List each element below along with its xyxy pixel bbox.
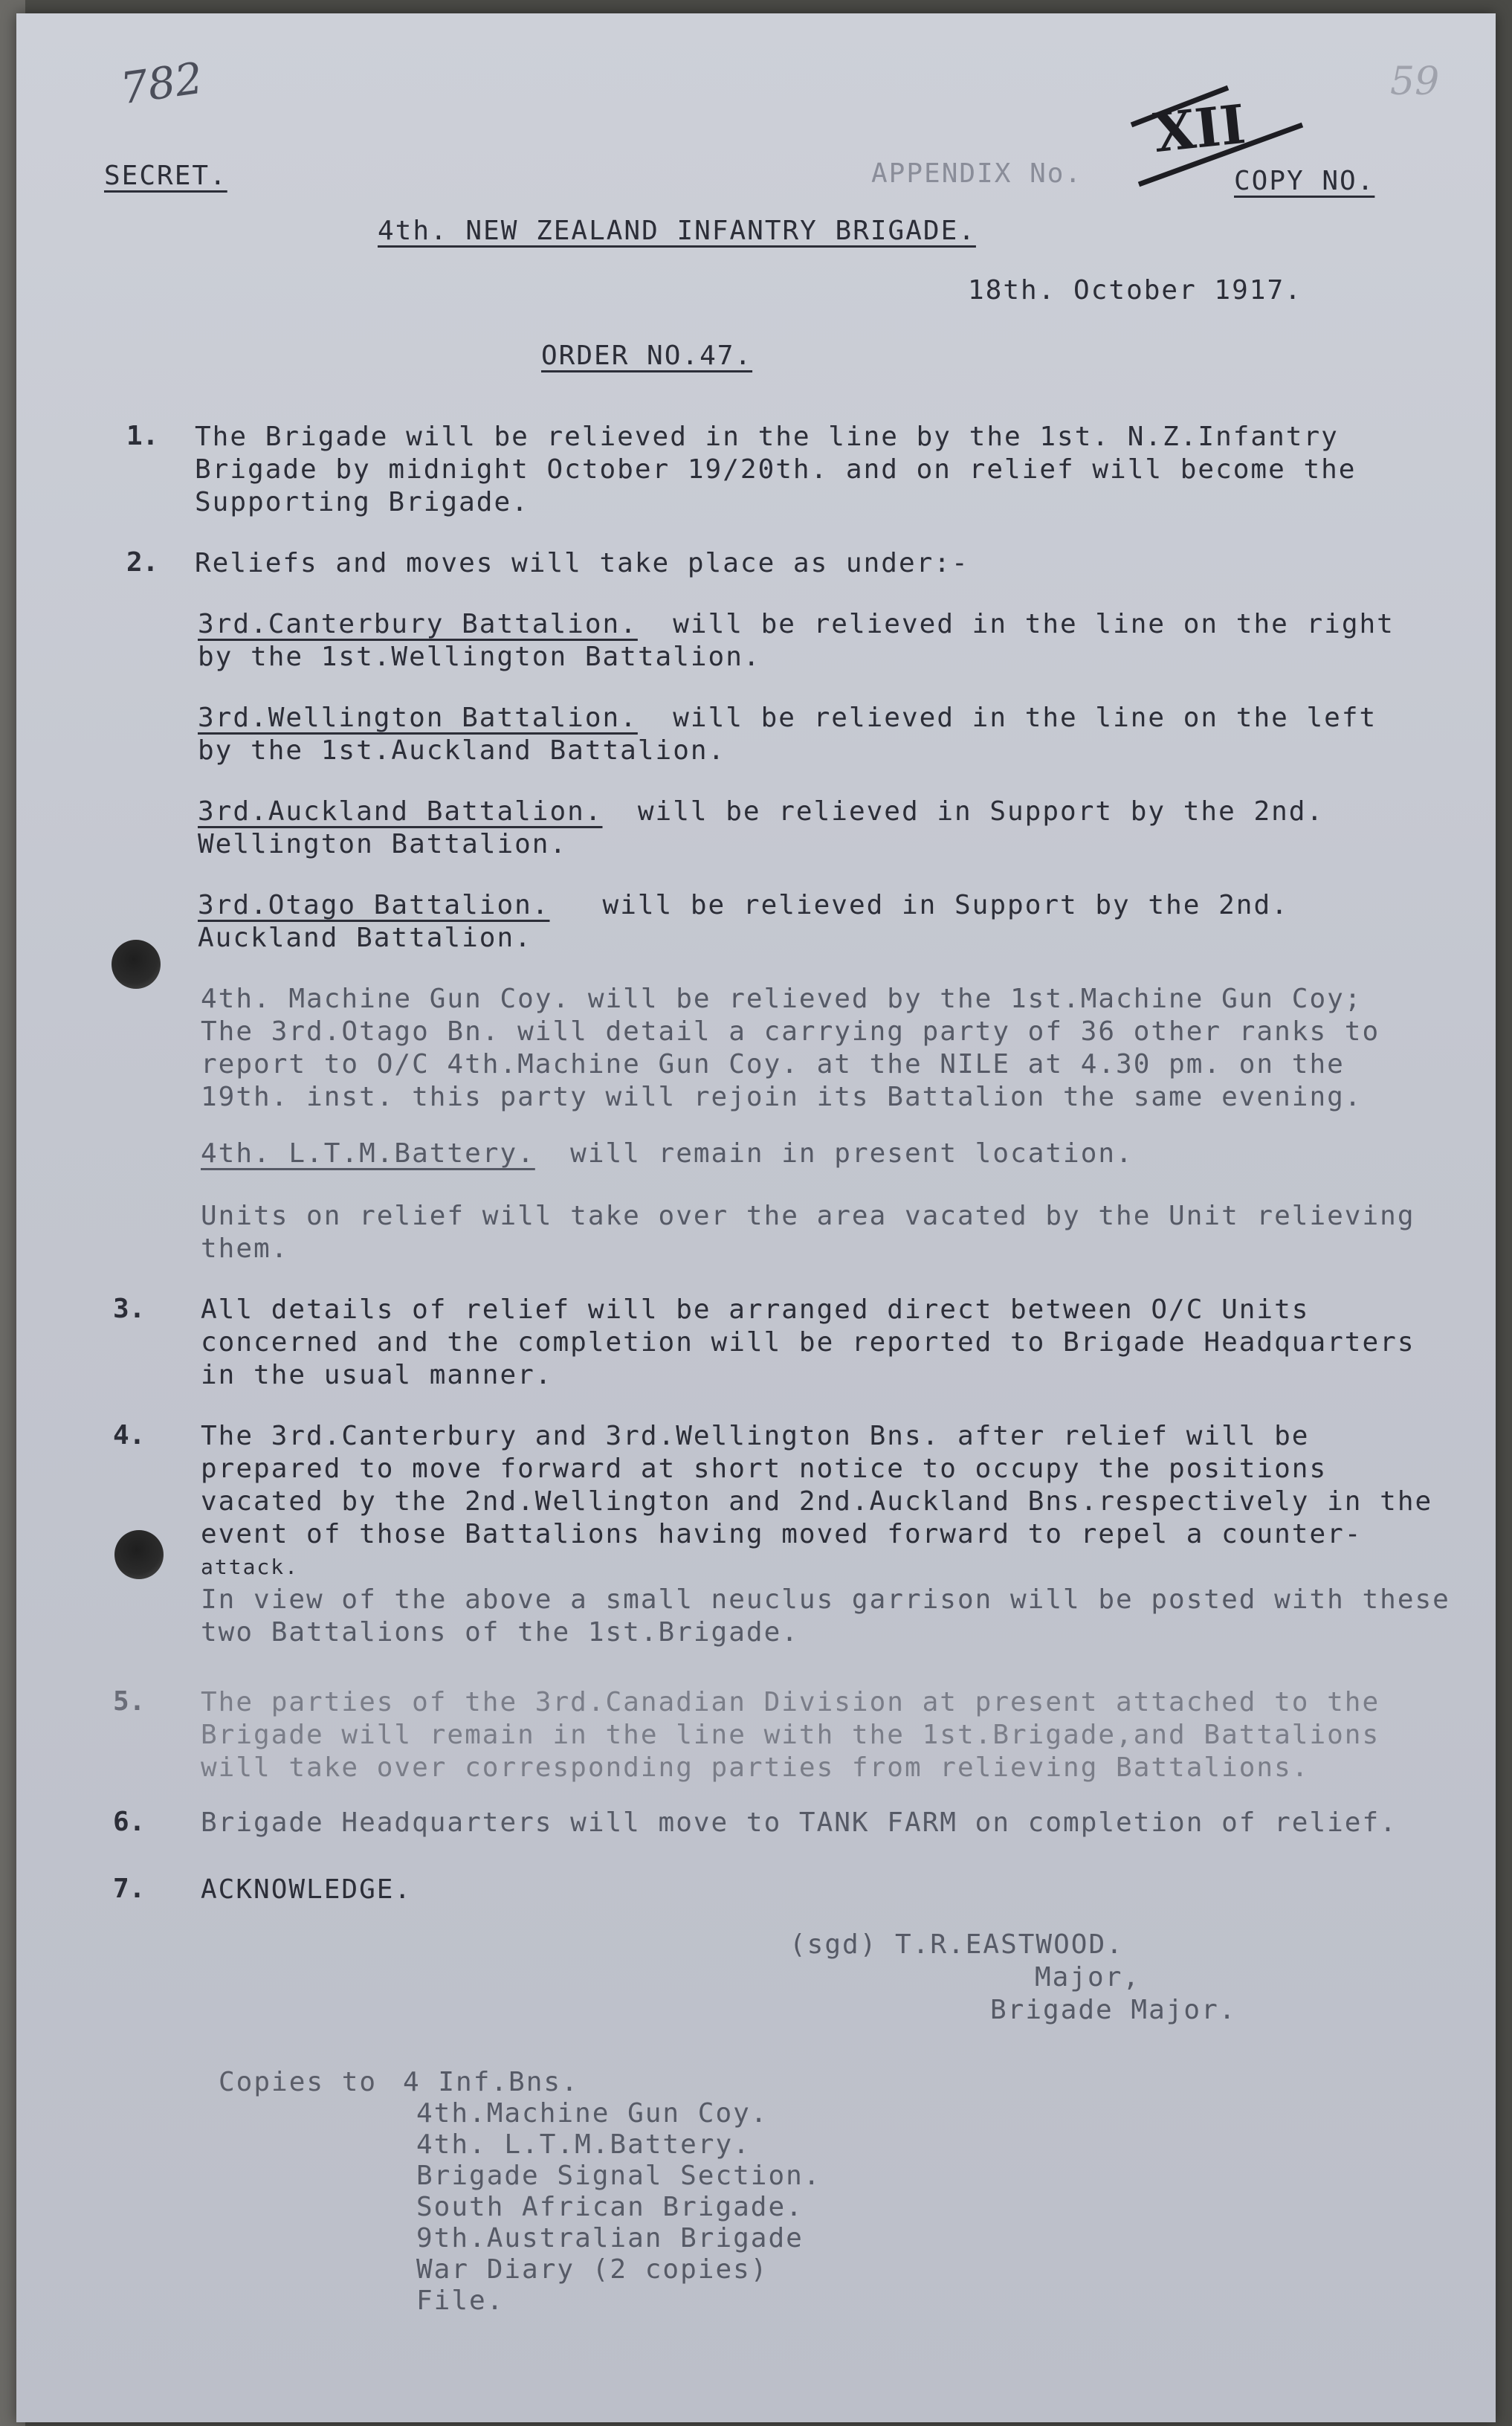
para-4-text: The 3rd.Canterbury and 3rd.Wellington Bns. after relief will be prepared to move forward at short notice to occupy the positions vacated by the 2nd.Wellington and 2nd.Auckland Bns.respectively in the event of those Battalions having moved forward to repel a counter- attack. In view of the above a small neuclus garrison will be posted with these two Battalions of the 1st.Brigade.	[201, 1421, 1450, 1648]
relief-otago: 3rd.Otago Battalion. will be relieved in Support by the 2nd. Auckland Battalion.	[198, 890, 1289, 953]
order-number: ORDER NO.47.	[541, 341, 753, 371]
appendix-number: XII	[1150, 91, 1249, 165]
corner-stamp-number: 59	[1390, 59, 1440, 104]
list-item: 9th.Australian Brigade	[416, 2223, 804, 2254]
para-5-number: 5.	[113, 1686, 146, 1717]
document-date: 18th. October 1917.	[968, 275, 1302, 306]
para-6-text: Brigade Headquarters will move to TANK FARM on completion of relief.	[201, 1807, 1398, 1838]
secret-label: SECRET.	[104, 161, 227, 191]
folio-number: 782	[117, 52, 206, 114]
list-item: Brigade Signal Section.	[416, 2161, 821, 2191]
ltm-battery-line: 4th. L.T.M.Battery. will remain in present location.	[201, 1138, 1134, 1169]
relief-canterbury: 3rd.Canterbury Battalion. will be relieved in the line on the right by the 1st.Wellington Battalion.	[198, 609, 1395, 672]
units-relief-paragraph: Units on relief will take over the area vacated by the Unit relieving them.	[201, 1201, 1415, 1264]
machine-gun-paragraph: 4th. Machine Gun Coy. will be relieved by the 1st.Machine Gun Coy; The 3rd.Otago Bn. will detail a carrying party of 36 other ranks to report to O/C 4th.Machine Gun Coy. at the NILE at 4.30 pm. on the 19th. inst. this party will rejoin its Battalion the same evening.	[201, 984, 1380, 1112]
list-item: 4th.Machine Gun Coy.	[416, 2098, 769, 2129]
list-item: South African Brigade.	[416, 2192, 804, 2222]
relief-auckland: 3rd.Auckland Battalion. will be relieved in Support by the 2nd. Wellington Battalion.	[198, 796, 1325, 859]
document-page	[16, 13, 1496, 2422]
brigade-title: 4th. NEW ZEALAND INFANTRY BRIGADE.	[378, 216, 976, 246]
list-item: War Diary (2 copies)	[416, 2254, 769, 2285]
para-1-text: The Brigade will be relieved in the line by the 1st. N.Z.Infantry Brigade by midnight October 19/20th. and on relief will become the Supporting Brigade.	[195, 422, 1357, 517]
para-7-number: 7.	[113, 1874, 146, 1904]
appendix-label: APPENDIX No.	[871, 158, 1083, 189]
list-item: 4th. L.T.M.Battery.	[416, 2129, 751, 2160]
para-3-number: 3.	[113, 1294, 146, 1324]
signature-block: (sgd) T.R.EASTWOOD. Major, Brigade Major.	[789, 1929, 1237, 2025]
para-2-text: Reliefs and moves will take place as under:-	[195, 548, 969, 578]
para-3-text: All details of relief will be arranged direct between O/C Units concerned and the completion will be reported to Brigade Headquarters in the usual manner.	[201, 1294, 1415, 1390]
para-6-number: 6.	[113, 1807, 146, 1837]
para-2-number: 2.	[126, 547, 159, 578]
punch-hole-lower	[114, 1530, 164, 1579]
para-5-text: The parties of the 3rd.Canadian Division at present attached to the Brigade will remain in the line with the 1st.Brigade,and Battalions will take over corresponding parties from relieving Battalions.	[201, 1687, 1380, 1783]
copies-label: Copies to	[219, 2067, 378, 2097]
para-7-text: ACKNOWLEDGE.	[201, 1874, 413, 1905]
relief-wellington: 3rd.Wellington Battalion. will be relieved in the line on the left by the 1st.Auckland Battalion.	[198, 703, 1377, 766]
copy-no-label: COPY NO.	[1234, 166, 1375, 196]
list-item: File.	[416, 2285, 505, 2316]
para-4-number: 4.	[113, 1420, 146, 1451]
copies-list	[403, 2067, 821, 2317]
list-item: 4 Inf.Bns.	[403, 2067, 579, 2097]
punch-hole-upper	[112, 940, 161, 989]
para-1-number: 1.	[126, 421, 159, 451]
